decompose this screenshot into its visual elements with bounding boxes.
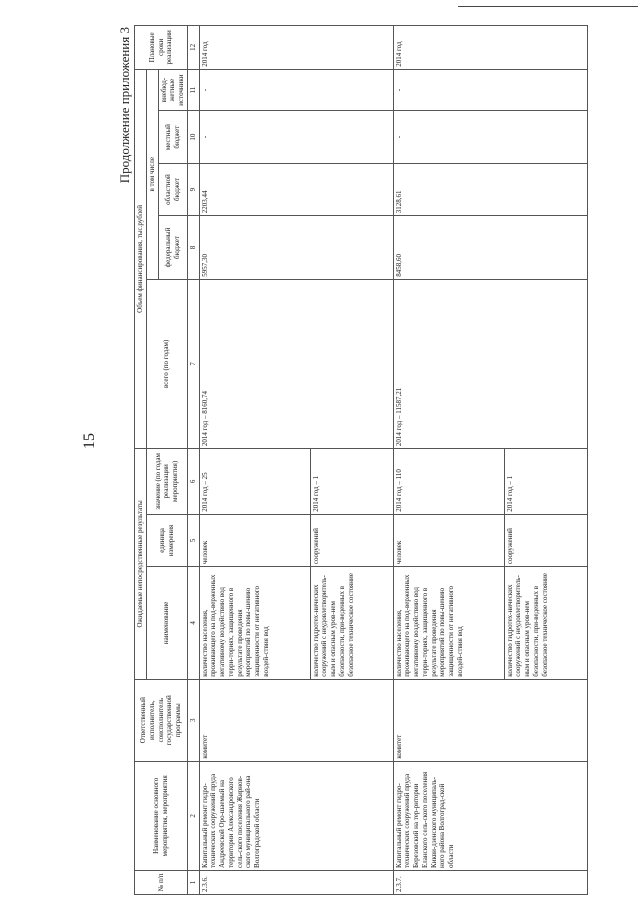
row-local: -	[199, 111, 393, 163]
row-result: количество населения, проживающего на под-верженных негативному воздействию вод терри-ториях, защищенного в результате проведения мероприятий по повы-шению защищенности от негативного воздей-ствия вод	[393, 567, 504, 680]
header-name: Наименование основного мероприятия, мероприятия	[135, 761, 188, 870]
row-name: Капитальный ремонт гидро-технических сооружений пруда Березовский на тер-ритории Еланского сель-ского поселения Кикви-дзенского муниципаль-ного района Волгоград-ской области	[393, 761, 587, 870]
col-number: 7	[187, 279, 199, 448]
header-results: Ожидаемые непосредственные результаты	[135, 449, 147, 680]
header-regional: областной бюджет	[158, 163, 187, 215]
header-result-name: наименование	[146, 567, 187, 680]
row-federal: 8458,60	[393, 216, 587, 279]
row-federal: 5957,30	[199, 216, 393, 279]
row-result: количество населения, проживающего на под-верженных негативному воздействию вод терри-ториях, защищенного в результате проведения мероприятий по повы-шению защищенности от негативного воздей-ствия вод	[199, 567, 310, 680]
header-finance: Объем финансирования, тыс.рублей	[135, 69, 147, 448]
header-incl: в том числе	[146, 69, 158, 279]
row-extra: -	[199, 69, 393, 111]
col-number: 11	[187, 69, 199, 111]
header-executor: Ответственный исполнитель, соисполнитель государственной программы	[135, 679, 188, 761]
table-row	[199, 26, 310, 895]
row-regional: 2203,44	[199, 163, 393, 215]
page-number: 15	[81, 433, 98, 449]
col-number: 8	[187, 216, 199, 279]
col-number: 6	[187, 449, 199, 515]
col-number: 4	[187, 567, 199, 680]
header-extra: внебюд-жетные источники	[158, 69, 187, 111]
row-executor: комитет	[393, 679, 587, 761]
row-total: 2014 год – 8160,74	[199, 279, 393, 448]
row-local: -	[393, 111, 587, 163]
col-number: 5	[187, 514, 199, 566]
col-number: 2	[187, 761, 199, 870]
header-local: местный бюджет	[158, 111, 187, 163]
row-no: 2.3.6.	[199, 870, 393, 894]
header-total: всего (по годам)	[146, 279, 187, 448]
row-total: 2014 год – 11587,21	[393, 279, 587, 448]
row-value: 2014 год – 1	[504, 449, 587, 515]
row-name: Капитальный ремонт гидро-технических сооружений пруда Андреевской Оро-шаемый на территории Александровского сель-ского поселения Жирнов-ского муниципального рай-она Волгоградской области	[199, 761, 393, 870]
table-row	[393, 26, 504, 895]
row-unit: сооружений	[504, 514, 587, 566]
row-extra: -	[393, 69, 587, 111]
header-federal: федеральный бюджет	[158, 216, 187, 279]
col-number: 9	[187, 163, 199, 215]
row-term: 2014 год	[199, 26, 393, 70]
row-executor: комитет	[199, 679, 393, 761]
row-no: 2.3.7.	[393, 870, 587, 894]
rotated-page	[117, 15, 640, 895]
row-unit: человек	[393, 514, 504, 566]
program-table	[134, 25, 588, 895]
row-result: количество гидротех-нических сооружений с неудовлетворитель-ным и опасным уров-нем безопасности, при-веденных в безопасное техническое состояние	[310, 567, 393, 680]
row-term: 2014 год	[393, 26, 587, 70]
row-value: 2014 год – 1	[310, 449, 393, 515]
row-regional: 3128,61	[393, 163, 587, 215]
col-number: 3	[187, 679, 199, 761]
col-number: 12	[187, 26, 199, 70]
continuation-title: Продолжение приложения 3	[117, 27, 132, 184]
row-result: количество гидротех-нических сооружений с неудовлетворитель-ным и опасным уров-нем безопасности, при-веденных в безопасное техническое состояние	[504, 567, 587, 680]
row-value: 2014 год – 25	[199, 449, 310, 515]
top-rule	[458, 6, 638, 7]
header-terms: Плановые сроки реализации	[135, 26, 188, 70]
col-number: 1	[187, 870, 199, 894]
col-number: 10	[187, 111, 199, 163]
row-unit: человек	[199, 514, 310, 566]
header-result-value: значение (по годам реализации мероприятия)	[146, 449, 187, 515]
row-value: 2014 год – 110	[393, 449, 504, 515]
header-result-unit: единица измерения	[146, 514, 187, 566]
header-no: № п/п	[135, 870, 188, 894]
row-unit: сооружений	[310, 514, 393, 566]
